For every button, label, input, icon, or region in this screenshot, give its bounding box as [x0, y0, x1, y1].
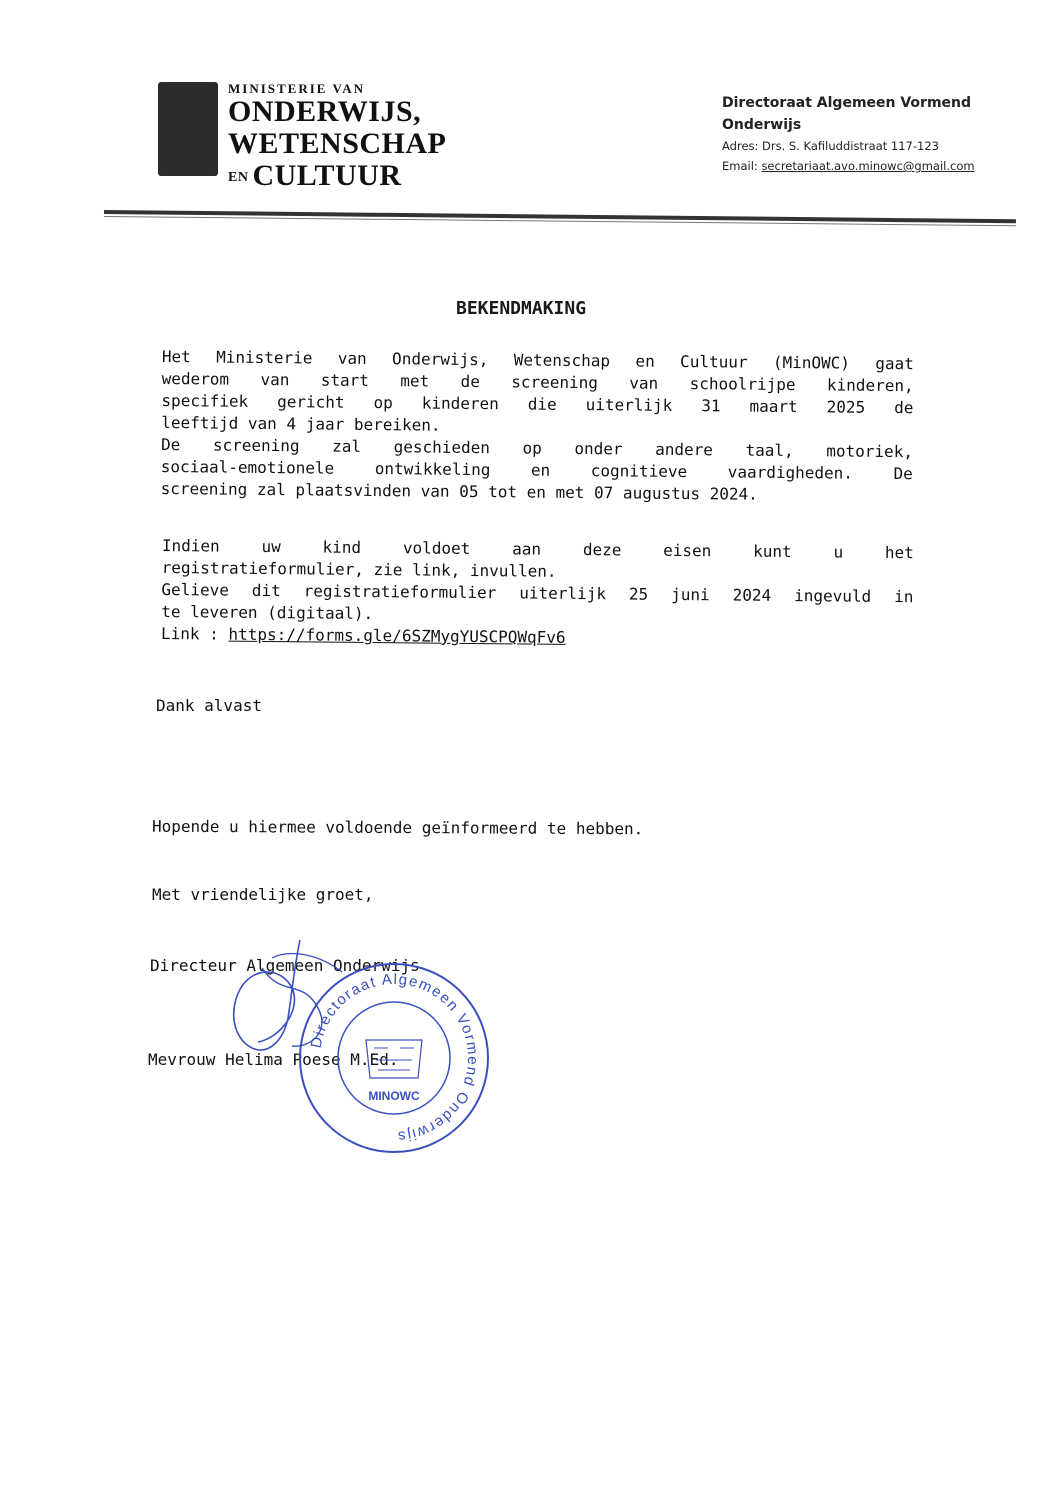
- paragraph-line: registratieformulier, zie link, invullen.: [161, 557, 557, 581]
- registration-link[interactable]: https://forms.gle/6SZMygYUSCPQWqFv6: [228, 624, 566, 647]
- closing-thanks: Dank alvast: [156, 696, 262, 715]
- paragraph-line: wederom van start met de screening van schoolrijpe kinderen,: [161, 368, 914, 396]
- logo-line-ministerie: MINISTERIE VAN: [228, 81, 365, 96]
- paragraph-line: Gelieve dit registratieformulier uiterlijk 25 juni 2024 ingevuld in: [161, 579, 914, 607]
- logo-cultuur: CULTUUR: [252, 159, 402, 192]
- document-title: BEKENDMAKING: [456, 298, 587, 319]
- official-stamp: [296, 960, 492, 1156]
- logo-line-cultuur: [228, 161, 446, 191]
- paragraph-line: specifiek gericht op kinderen die uiterlijk 31 maart 2025 de: [161, 390, 914, 418]
- closing-informed: Hopende u hiermee voldoende geïnformeerd te hebben.: [151, 816, 644, 839]
- paragraph-line: sociaal-emotionele ontwikkeling en cognitieve vaardigheden. De: [160, 456, 913, 484]
- paragraph-line: screening zal plaatsvinden van 05 tot en met 07 augustus 2024.: [160, 478, 758, 504]
- directorate-title-2: Onderwijs: [722, 117, 802, 133]
- paragraph-line: De screening zal geschieden op onder andere taal, motoriek,: [160, 434, 914, 462]
- directorate-header: [722, 92, 975, 176]
- email-label: Email:: [722, 159, 762, 173]
- paragraph-line: Indien uw kind voldoet aan deze eisen kunt u het: [161, 535, 914, 563]
- logo-en: EN: [228, 170, 249, 186]
- directorate-title-1: Directoraat Algemeen Vormend: [722, 95, 972, 111]
- ministry-logo-text: [228, 82, 446, 191]
- paragraph-line: leeftijd van 4 jaar bereiken.: [161, 412, 441, 435]
- paragraph-registration: [161, 535, 914, 652]
- logo-line-wetenschap: WETENSCHAP: [228, 127, 447, 160]
- paragraph-line: Het Ministerie van Onderwijs, Wetenschap en Cultuur (MinOWC) gaat: [161, 346, 914, 374]
- signatory-title: Directeur Algemeen Onderwijs: [150, 956, 420, 975]
- stamp-ring-text: Directoraat Algemeen Vormend Onderwijs: [307, 970, 482, 1146]
- ministry-emblem-icon: [158, 82, 218, 176]
- paragraph-line: te leveren (digitaal).: [161, 601, 374, 624]
- stamp-center-text: MINOWC: [368, 1089, 420, 1103]
- directorate-address: Adres: Drs. S. Kafiluddistraat 117-123: [722, 139, 939, 153]
- email-address[interactable]: secretariaat.avo.minowc@gmail.com: [761, 159, 975, 173]
- signatory-name: Mevrouw Helima Poese M.Ed.: [148, 1050, 399, 1069]
- paragraph-screening: [161, 346, 914, 507]
- link-label: Link :: [160, 623, 229, 644]
- closing-greeting: Met vriendelijke groet,: [152, 885, 374, 904]
- logo-line-onderwijs: ONDERWIJS,: [228, 95, 422, 128]
- directorate-email: [722, 156, 975, 176]
